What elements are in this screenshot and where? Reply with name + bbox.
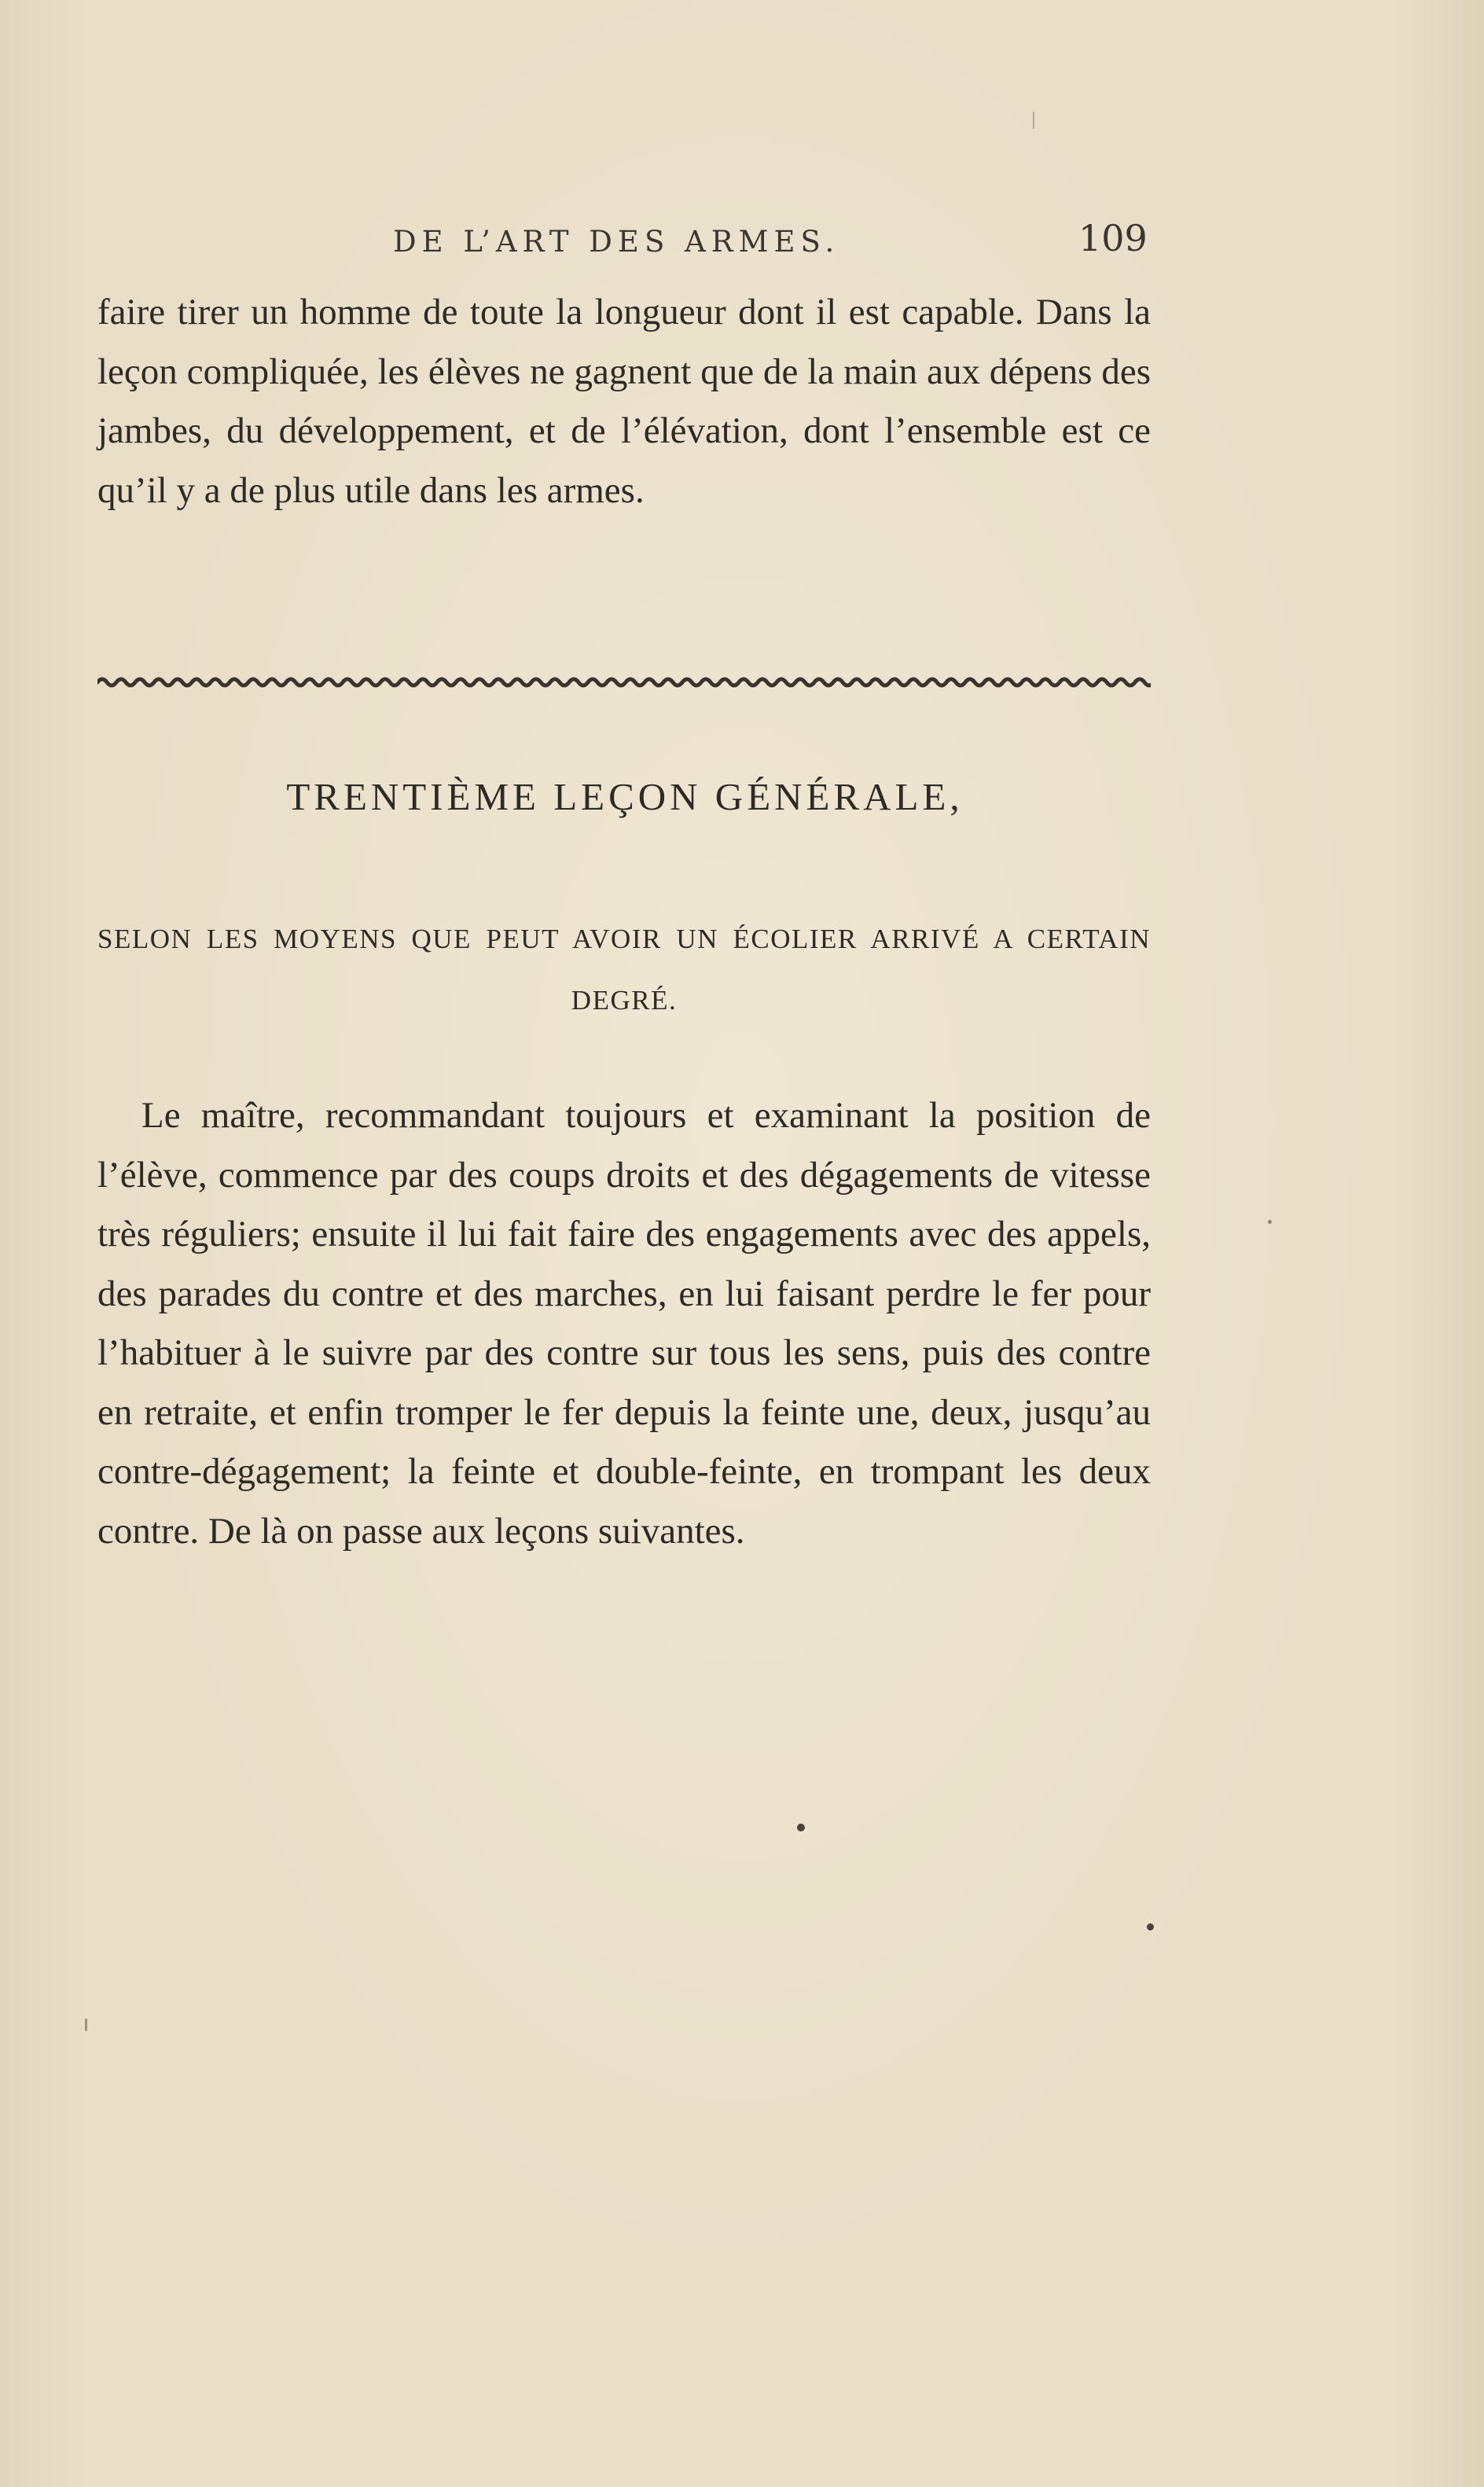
running-head: DE L’ART DES ARMES. <box>393 225 840 259</box>
paragraph-continued: faire tirer un homme de toute la longueur dont il est capable. Dans la leçon compliquée, les élèves ne gagnent que de la main aux dépens des jambes, du développement, et de l’élévation, dont l’ensemble est ce qu’il y a de plus utile dans les armes. <box>97 292 1151 511</box>
paper-speck <box>797 1824 805 1831</box>
paper-speck <box>1268 1220 1272 1224</box>
page-number: 109 <box>1078 217 1148 259</box>
ornamental-rule <box>97 674 1151 690</box>
paper-speck <box>1147 1923 1154 1930</box>
paper-speck <box>1033 112 1034 129</box>
paper-speck <box>85 2019 87 2031</box>
lesson-paragraph: Le maître, recommandant toujours et examinant la position de l’élève, commence par des coups droits et des dégagements de vitesse très réguliers; ensuite il lui fait faire des engagements avec des appels, des parades du contre et des marches, en lui faisant perdre le fer pour l’habituer à le suivre par des contre sur tous les sens, puis des contre en retraite, et enfin tromper le fer depuis la feinte une, deux, jusqu’au contre-dégagement; la feinte et double-feinte, en trompant les deux contre. De là on passe aux leçons suivantes. <box>97 1095 1151 1552</box>
chapter-title: TRENTIÈME LEÇON GÉNÉRALE, <box>286 775 964 818</box>
chapter-subtitle: SELON LES MOYENS QUE PEUT AVOIR UN ÉCOLIER ARRIVÉ A CERTAIN DEGRÉ. <box>97 924 1151 1016</box>
